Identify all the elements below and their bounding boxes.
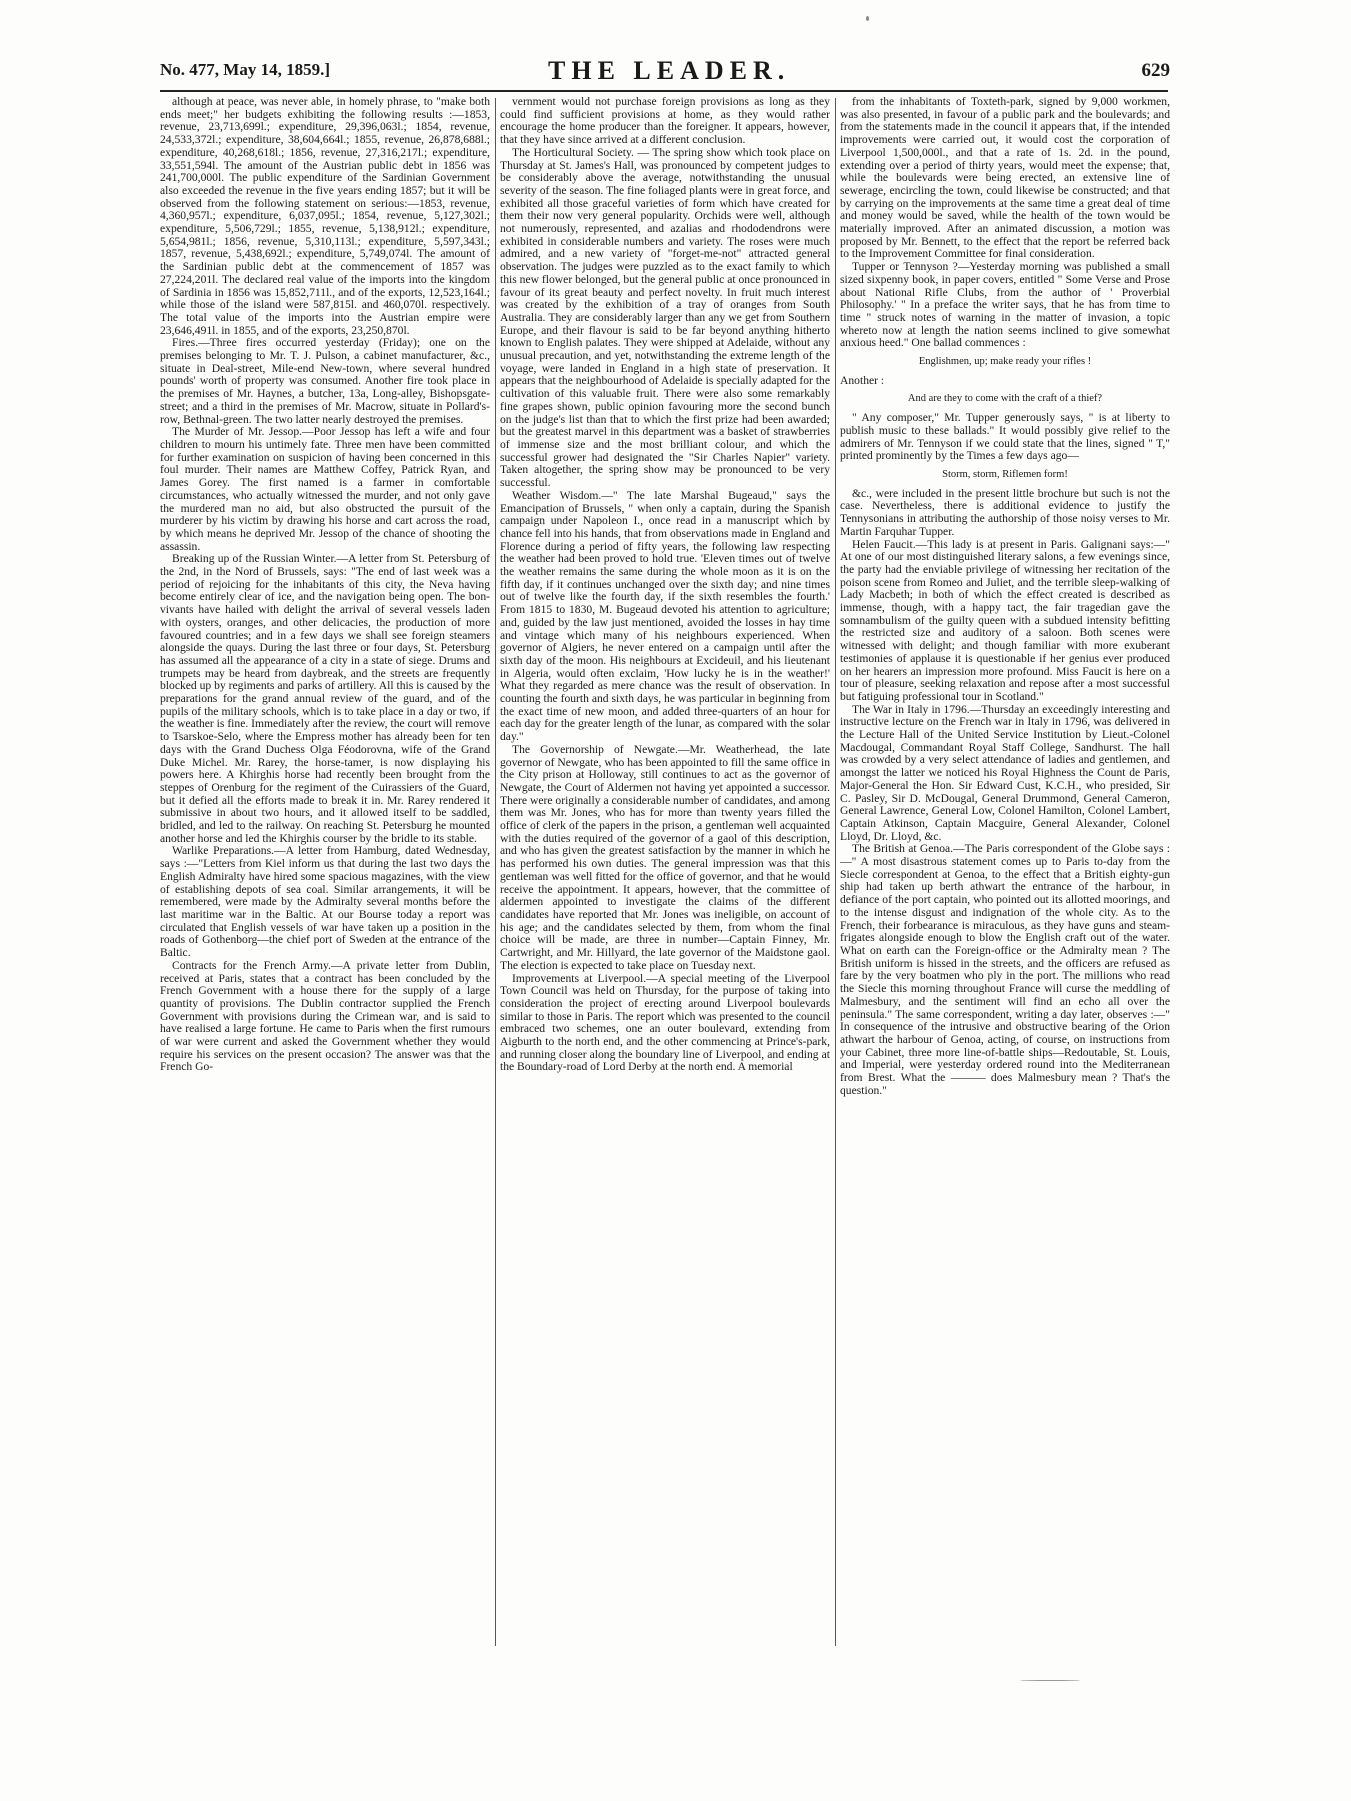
paragraph: Breaking up of the Russian Winter.—A letter from St. Petersburg of the 2nd, in the Nord of Brussels, says: "The end of last week was a period of rejoicing for the inhabitants of this city, the Neva having become entirely clear of ice, and the navigation being open. The bon-vivants have hailed with delight the arrival of several vessels laden with oysters, oranges, and other delicacies, the production of more favoured countries; and in a few days we shall see foreign steamers alongside the quays. During the last three or four days, St. Petersburg has assumed all the appearance of a city in a state of siege. Drums and trumpets may be heard from daybreak, and the streets are frequently blocked up by regiments and parks of artillery. All this is caused by the preparations for the grand annual review of the guard, and of the pupils of the military schools, which is to take place in a day or two, if the weather is fine. Immediately after the review, the court will remove to Tsarskoe-Selo, where the Empress mother has already been for ten days with the Grand Duchess Olga Féodorovna, wife of the Grand Duke Michel. Mr. Rarey, the horse-tamer, is now displaying his powers here. A Khirghis horse had recently been brought from the steppes of Orenburg for the regiment of the Cuirassiers of the Guard, but it defied all the efforts made to break it in. Mr. Rarey rendered it submissive in about two hours, and it allowed itself to be saddled, bridled, and led to the railway. On reaching St. Petersburg he mounted another horse and led the Khirghis courser by the bridle to its stable. [160,552,490,845]
column-3 [840,96,1170,1656]
verse-line: Englishmen, up; make ready your rifles ! [918,356,1092,368]
article-columns [160,96,1170,1656]
paragraph: Another : [840,373,885,387]
header-rule [160,90,1168,92]
paragraph: from the inhabitants of Toxteth-park, signed by 9,000 workmen, was also presented, in favour of a public park and the boulevards; and from the statements made in the council it appears that, if the intended improvements were carried out, it would cost the corporation of Liverpool 1,500,000l., and that a rate of 1s. 2d. in the pound, extending over a period of thirty years, would meet the expense; that, while the boulevards were being erected, an extensive line of sewerage, encircling the town, could likewise be constructed; and that by carrying on the improvements at the same time a great deal of time and money would be saved, while the health of the town would be materially improved. After an animated discussion, a motion was proposed by Mr. Bennett, to the effect that the report be referred back to the Improvement Committee for final consideration. [840,96,1170,261]
paragraph: The War in Italy in 1796.—Thursday an exceedingly interesting and instructive lecture on the French war in Italy in 1796, was delivered in the Lecture Hall of the United Service Institution by Lieut.-Colonel Macdougal, Commandant Royal Staff College, Sandhurst. The hall was crowded by a very select attendance of ladies and gentlemen, and amongst the latter we noticed his Royal Highness the Count de Paris, Major-General the Hon. Sir Edward Cust, K.C.H., who presided, Sir C. Pasley, Sir D. McDougal, General Drummond, General Cameron, General Lawrence, General Low, Colonel Hamilton, Colonel Lambert, Captain Atkinson, Captain Macguire, General Alexander, Colonel Lloyd, Dr. Lloyd, &c. [840,702,1170,843]
paragraph: vernment would not purchase foreign provisions as long as they could find sufficient provisions at home, as they would rather encourage the home producer than the foreigner. It appears, however, that they have since arrived at a different conclusion. [500,96,830,147]
column-2 [500,96,830,1656]
column-1 [160,96,490,1656]
paragraph: Tupper or Tennyson ?—Yesterday morning was published a small sized sixpenny book, in paper covers, entitled " Some Verse and Prose about National Rifle Clubs, from the author of ' Proverbial Philosophy.' " In a preface the writer says, that he has from time to time " struck notes of warning in the matter of invasion, a topic whereto now at length the nation seems inclined to give somewhat anxious heed." One ballad commences : [840,260,1170,350]
paragraph: The Horticultural Society. — The spring show which took place on Thursday at St. James's Hall, was pronounced by competent judges to be considerably above the average, notwithstanding the unusual severity of the season. The fine foliaged plants were in great force, and exhibited all those graceful varieties of form which have created for them their now very general popularity. Orchids were well, although not numerously, represented, and azalias and rhododendrons were exhibited in considerable numbers and variety. The roses were much admired, and a new variety of "forget-me-not" attracted general observation. The judges were puzzled as to the exact family to which this new flower belonged, but the general public at once pronounced in favour of its great beauty and perfect novelty. In fruit much interest was created by the exhibition of a tray of oranges from South Australia. They are considerably larger than any we get from Southern Europe, and their flavour is said to be far beyond anything hitherto known to English palates. They were shipped at Adelaide, without any unusual precaution, and yet, notwithstanding the extreme length of the voyage, were landed in England in a high state of preservation. It appears that the neighbourhood of Adelaide is specially adapted for the cultivation of this valuable fruit. There were also some remarkably fine grapes shown, public opinion favouring more the second bunch on the judge's list than that to which the first prize had been awarded; but the greatest marvel in this department was a basket of strawberries of immense size and the most brilliant colour, and which the successful grower had designated the "Sir Charles Napier" variety. Taken altogether, the spring show may be pronounced to be very successful. [500,145,830,490]
verse-line: And are they to come with the craft of a thief? [907,393,1103,405]
paragraph: Helen Faucit.—This lady is at present in Paris. Galignani says:—" At one of our most distinguished literary salons, a few evenings since, the party had the enviable privilege of witnessing her recitation of the poison scene from Romeo and Juliet, and the terrible sleep-walking of Lady Macbeth; in both of which the effect created is described as immense, though, with a happy tact, the fair tragedian gave the somnambulism of the guilty queen with a subdued intensity befitting the restricted size and auditory of a saloon. Both scenes were witnessed with delight; and though familiar with more exuberant testimonies of applause it is questionable if her genius ever produced on her hearers an impression more profound. Miss Faucit is here on a tour of pleasure, seeking relaxation and repose after a most successful but fatiguing professional tour in Scotland." [840,537,1170,703]
paper-speck [866,16,869,21]
page-number: 629 [1141,60,1170,81]
paragraph: The Murder of Mr. Jessop.—Poor Jessop has left a wife and four children to mourn his untimely fate. Three men have been committed for further examination on suspicion of having been concerned in this foul murder. Their names are Matthew Coffey, Patrick Ryan, and James Gorey. The first named is a farmer in comfortable circumstances, who actually witnessed the murder, and not only gave the murdered man no aid, but also obstructed the pursuit of the murderer by his victim by drawing his horse and cart across the road, by which means he deprived Mr. Jessop of the chance of shooting the assassin. [160,425,490,553]
paragraph: although at peace, was never able, in homely phrase, to "make both ends meet;" her budgets exhibiting the following results :—1853, revenue, 23,713,699l.; expenditure, 29,396,063l.; 1854, revenue, 24,533,372l.; expenditure, 38,604,664l.; 1855, revenue, 26,878,688l.; expenditure, 40,268,618l.; 1856, revenue, 27,316,217l.; expenditure, 33,551,594l. The amount of the Austrian public debt in 1856 was 241,700,000l. The public expenditure of the Sardinian Government also exceeded the revenue in the five years ending 1857; but it will be observed from the following statement on serious:—1853, revenue, 4,360,957l.; expenditure, 6,037,095l.; 1854, revenue, 5,127,302l.; expenditure, 5,506,729l.; 1855, revenue, 5,138,912l.; expenditure, 5,654,981l.; 1856, revenue, 5,310,113l.; expenditure, 5,597,343l.; 1857, revenue, 5,438,692l.; expenditure, 5,749,074l. The amount of the Sardinian public debt at the commencement of 1857 was 27,224,201l. The declared real value of the imports into the kingdom of Sardinia in 1856 was 15,852,711l., and of the exports, 12,523,164l.; while those of the island were 587,815l. and 460,070l. respectively. The total value of the imports into the Austrian empire were 23,646,491l. in 1855, and of the exports, 23,250,870l. [160,96,490,337]
issue-date: No. 477, May 14, 1859.] [160,60,330,79]
paragraph: Weather Wisdom.—" The late Marshal Bugeaud," says the Emancipation of Brussels, " when only a captain, during the Spanish campaign under Napoleon I., once read in a manuscript which by chance fell into his hands, that from observations made in England and Florence during a period of fifty years, the following law respecting the weather had been proved to hold true. 'Eleven times out of twelve the weather remains the same during the whole moon as it is on the fifth day, if it continues unchanged over the sixth day; and nine times out of twelve like the fourth day, if the sixth resembles the fourth.' From 1815 to 1830, M. Bugeaud devoted his attention to agriculture; and, guided by the law just mentioned, avoided the losses in hay time and vintage which many of his neighbours experienced. When governor of Algiers, he never entered on a campaign until after the sixth day of the moon. His neighbours at Excideuil, and his lieutenant in Algeria, would often exclaim, 'How lucky he is in the weather!' What they regarded as mere chance was the result of observation. In counting the fourth and sixth days, he was particular in beginning from the exact time of new moon, and added three-quarters of an hour for each day for the greater length of the lunar, as compared with the solar day." [500,488,830,744]
paragraph: " Any composer," Mr. Tupper generously says, " is at liberty to publish music to these ballads." It would possibly give relief to the admirers of Mr. Tennyson if we could state that the lines, signed " T," printed prominently by the Times a few days ago— [840,411,1170,463]
paragraph: The Governorship of Newgate.—Mr. Weatherhead, the late governor of Newgate, who has been appointed to fill the same office in the City prison at Holloway, still continues to act as the governor of Newgate, the Court of Aldermen not having yet appointed a successor. There were originally a considerable number of candidates, and among them was Mr. Jones, who has for more than twenty years filled the office of clerk of the papers in the prison, a gentleman well acquainted with the duties required of the governor of a gaol of this description, and who has given the greatest satisfaction by the manner in which he has performed his own duties. The general impression was that this gentleman was well fitted for the office of governor, and that he would receive the appointment. It appears, however, that the committee of aldermen appointed to investigate the claims of the different candidates have reported that Mr. Jones was ineligible, on account of his age; and the candidates selected by them, from whom the final choice will be made, are three in number—Captain Finney, Mr. Cartwright, and Mr. Hillyard, the late governor of the Maidstone gaol. The election is expected to take place on Tuesday next. [500,742,830,972]
paragraph: Fires.—Three fires occurred yesterday (Friday); one on the premises belonging to Mr. T. J. Pulson, a cabinet manufacturer, &c., situate in Deal-street, Mile-end New-town, where several hundred pounds' worth of property was consumed. Another fire took place in the premises of Mr. Haynes, a butcher, 13a, Long-alley, Bishopsgate-street; and a third in the premises of Mr. Macrow, situate in Pollard's-row, Bethnal-green. The two latter nearly destroyed the premises. [160,336,490,426]
paragraph: Warlike Preparations.—A letter from Hamburg, dated Wednesday, says :—"Letters from Kiel inform us that during the last two days the English Admiralty have hired some spacious magazines, with the view of establishing depots of sea coal. Similar arrangements, it will be remembered, were made by the Admiralty several months before the last maritime war in the Baltic. At our Bourse today a report was circulated that English vessels of war have taken up a position in the roads of Gothenborg—the chief port of Sweden at the entrance of the Baltic. [160,844,490,960]
paragraph: &c., were included in the present little brochure but such is not the case. Nevertheless, there is additional evidence to justify the Tennysonians in attributing the authorship of those noisy verses to Mr. Martin Farquhar Tupper. [840,486,1170,538]
paper-speck [1020,1680,1080,1681]
masthead-title: THE LEADER. [548,56,791,85]
paragraph: Contracts for the French Army.—A private letter from Dublin, received at Paris, states that a contract has been concluded by the French Government with a house there for the supply of a large quantity of provisions. The Dublin contractor supplied the French Government with provisions during the Crimean war, and is said to have realised a large fortune. He came to Paris when the first rumours of war were current and asked the Government whether they would require his services on the present occasion? The answer was that the French Go- [160,958,490,1074]
verse-line: Storm, storm, Riflemen form! [942,468,1068,480]
paragraph: The British at Genoa.—The Paris correspondent of the Globe says :—" A most disastrous statement comes up to Paris to-day from the Siecle correspondent at Genoa, to the effect that a British eighty-gun ship had taken up berth athwart the entrance of the harbour, in defiance of the port captain, who pointed out its allotted moorings, and to the intense disgust and indignation of the whole city. As to the French, their forbearance is miraculous, as they have guns and steam-frigates alongside enough to blow the English craft out of the water. What on earth can the Foreign-office or the Admiralty mean ? The British uniform is hissed in the streets, and the officers are refused as fare by the very boatmen who ply in the port. The millions who read the Siecle this morning throughout France will curse the meddling of Malmesbury, and the sentiment will find an echo all over the peninsula." The same correspondent, writing a day later, observes :—" In consequence of the intrusive and obstructive bearing of the Orion athwart the harbour of Genoa, acting, of course, on instructions from your Cabinet, three more line-of-battle ships—Redoutable, St. Louis, and Imperial, were yesterday ordered round into the Mediterranean from Brest. What the ——— does Malmesbury mean ? That's the question." [840,842,1170,1097]
paragraph: Improvements at Liverpool.—A special meeting of the Liverpool Town Council was held on Thursday, for the purpose of taking into consideration the project of erecting around Liverpool boulevards similar to those in Paris. The report which was presented to the council embraced two schemes, one an outer boulevard, extending from Aigburth to the north end, and the other commencing at Prince's-park, and running closer along the boundary line of Liverpool, and ending at the Boundary-road of Lord Derby at the north end. A memorial [500,971,830,1074]
